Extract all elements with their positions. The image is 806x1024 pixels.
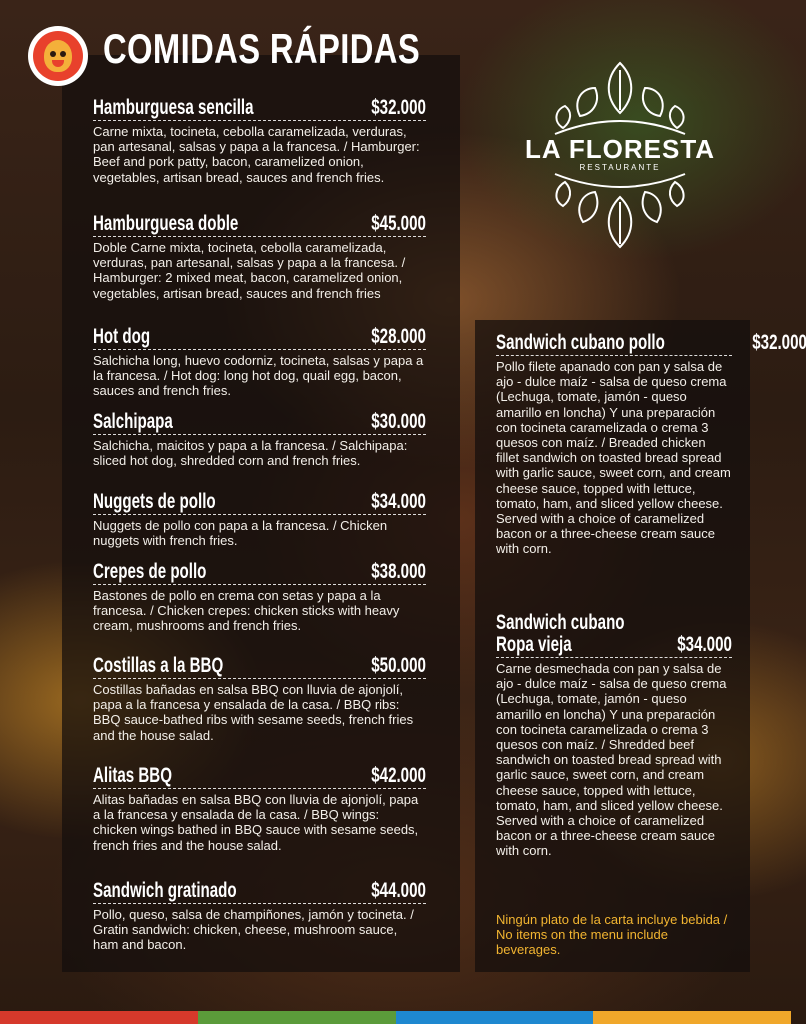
- menu-item: [93, 491, 426, 548]
- item-description: Salchicha long, huevo codorniz, tocineta, salsas y papa a la francesa. / Hot dog: long hot dog, quail egg, bacon, sauces and french fries.: [93, 353, 424, 399]
- brand-subtitle: RESTAURANTE: [579, 163, 661, 172]
- item-description: Pollo, queso, salsa de champiñones, jamón y tocineta. / Gratin sandwich: chicken, cheese, mushroom sauce, ham and bacon.: [93, 907, 414, 953]
- mascot-logo-icon: [28, 26, 88, 86]
- color-bar-blue: [396, 1011, 594, 1024]
- item-description: Bastones de pollo en crema con setas y papa a la francesa. / Chicken crepes: chicken sticks with heavy cream, mushrooms and french fries.: [93, 588, 400, 634]
- color-bar: [0, 1011, 791, 1024]
- item-price: $34.000: [677, 633, 732, 656]
- brand-logo: [505, 58, 735, 268]
- item-price: $32.000: [751, 331, 806, 354]
- leaf-ornament-bottom-icon: [535, 172, 705, 250]
- item-price: $45.000: [371, 212, 426, 235]
- menu-item: [496, 331, 806, 557]
- item-description: Carne mixta, tocineta, cebolla caramelizada, verduras, pan artesanal, salsas y papa a la francesa. / Hamburger: Beef and pork patty, bacon, caramelized onion, vegetables, artisan bread, sauces and french fries.: [93, 124, 420, 185]
- menu-item: [93, 561, 426, 634]
- item-name: Alitas BBQ: [93, 764, 172, 787]
- item-name: Salchipapa: [93, 410, 173, 433]
- item-name: Sandwich gratinado: [93, 879, 237, 902]
- item-name: Hamburguesa sencilla: [93, 96, 254, 119]
- menu-item: [93, 411, 426, 468]
- menu-item: [93, 213, 426, 301]
- item-price: $50.000: [371, 654, 426, 677]
- item-description: Salchicha, maicitos y papa a la francesa. / Salchipapa: sliced hot dog, shredded corn and french fries.: [93, 438, 408, 469]
- item-price: $32.000: [371, 96, 426, 119]
- item-name-line1: Sandwich cubano: [496, 611, 625, 634]
- item-name: Sandwich cubano pollo: [496, 331, 665, 354]
- item-price: $42.000: [371, 764, 426, 787]
- item-price: $44.000: [371, 879, 426, 902]
- menu-item: [496, 612, 732, 859]
- item-name: Crepes de pollo: [93, 560, 207, 583]
- item-description: Nuggets de pollo con papa a la francesa. / Chicken nuggets with french fries.: [93, 518, 388, 549]
- item-name: Nuggets de pollo: [93, 490, 216, 513]
- item-price: $28.000: [371, 325, 426, 348]
- item-price: $30.000: [371, 410, 426, 433]
- menu-item: [93, 326, 426, 399]
- menu-item: [93, 97, 426, 185]
- item-price: $34.000: [371, 490, 426, 513]
- color-bar-orange: [593, 1011, 791, 1024]
- menu-item: [93, 655, 426, 743]
- color-bar-red: [0, 1011, 198, 1024]
- beverage-note: Ningún plato de la carta incluye bebida / No items on the menu include beverages.: [496, 912, 728, 957]
- item-description: Alitas bañadas en salsa BBQ con lluvia de ajonjolí, papa a la francesa y ensalada de la casa. / BBQ wings: chicken wings bathed in BBQ sauce with sesame seeds, french fries and the house salad.: [93, 792, 419, 853]
- page-title: COMIDAS RÁPIDAS: [103, 25, 421, 72]
- leaf-ornament-top-icon: [535, 58, 705, 136]
- item-name: Hamburguesa doble: [93, 212, 239, 235]
- item-price: $38.000: [371, 560, 426, 583]
- item-description: Carne desmechada con pan y salsa de ajo - dulce maíz - salsa de queso crema (Lechuga, tomate, jamón - queso amarillo en loncha) Y una preparación con tocineta caramelizada o crema 3 quesos con maíz. / Shredded beef sandwich on toasted bread spread with garlic sauce, sweet corn, and cream cheese sauce, topped with lettuce, tomato, ham, and sliced yellow cheese. Served with a choice of caramelized bacon or a three-cheese cream sauce with corn.: [496, 661, 727, 859]
- color-bar-green: [198, 1011, 396, 1024]
- menu-item: [93, 880, 426, 953]
- menu-item: [93, 765, 426, 853]
- item-name-line2: Ropa vieja: [496, 633, 572, 656]
- item-description: Pollo filete apanado con pan y salsa de ajo - dulce maíz - salsa de queso crema (Lechuga, tomate, jamón - queso amarillo en loncha) Y una preparación con tocineta caramelizada o crema 3 quesos con maíz. / Breaded chicken fillet sandwich on toasted bread spread with garlic sauce, sweet corn, and cream cheese sauce, topped with lettuce, tomato, ham, and sliced yellow cheese. Served with a choice of caramelized bacon or a three-cheese cream sauce with corn.: [496, 359, 731, 557]
- item-name: Costillas a la BBQ: [93, 654, 224, 677]
- item-name: Hot dog: [93, 325, 151, 348]
- item-description: Doble Carne mixta, tocineta, cebolla caramelizada, verduras, pan artesanal, salsas y papa a la francesa. / Hamburger: 2 mixed meat, bacon, caramelized onion, vegetables, artisan bread, sauces and french fries: [93, 240, 406, 301]
- brand-name: LA FLORESTA: [524, 134, 716, 164]
- item-description: Costillas bañadas en salsa BBQ con lluvia de ajonjolí, papa a la francesa y ensalada de la casa. / BBQ ribs: BBQ sauce-bathed ribs with sesame seeds, french fries and the house salad.: [93, 682, 414, 743]
